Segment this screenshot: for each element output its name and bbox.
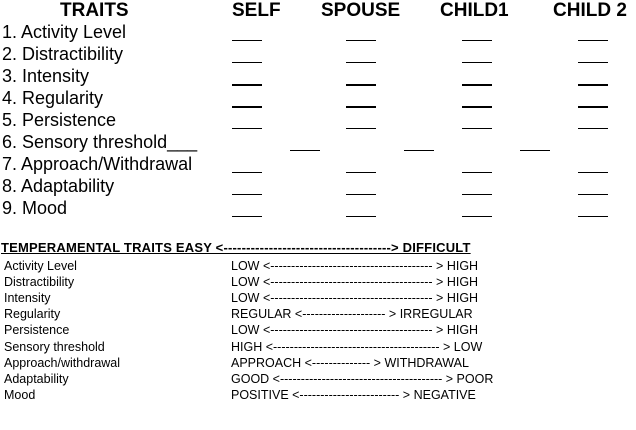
- rating-blank-line: [578, 40, 608, 41]
- rating-blank-line: [346, 62, 376, 63]
- trait-sensory-threshold: 6. Sensory threshold___: [2, 132, 198, 152]
- rating-blank-line: [462, 216, 492, 217]
- rating-blank-line: [578, 128, 608, 129]
- temperament-range: HIGH <---------------------------------------- > LOW: [231, 340, 483, 354]
- temperament-name: Adaptability: [4, 372, 69, 386]
- temperament-name: Distractibility: [4, 275, 75, 289]
- rating-blank-line: [290, 150, 320, 151]
- rating-blank-line: [232, 40, 262, 41]
- temperament-range: APPROACH <-------------- > WITHDRAWAL: [231, 356, 469, 370]
- header-traits: TRAITS: [60, 0, 129, 21]
- trait-approach-withdrawal: 7. Approach/Withdrawal: [2, 154, 193, 174]
- temperament-range: POSITIVE <------------------------ > NEGATIVE: [231, 388, 476, 402]
- temperament-range: REGULAR <-------------------- > IRREGULAR: [231, 307, 473, 321]
- header-self: SELF: [232, 0, 281, 21]
- rating-blank-line: [578, 106, 608, 108]
- temperament-range: LOW <--------------------------------------- > HIGH: [231, 275, 479, 289]
- temperament-name: Persistence: [4, 323, 70, 337]
- rating-blank-line: [232, 172, 262, 173]
- rating-blank-line: [232, 84, 262, 86]
- rating-blank-line: [578, 62, 608, 63]
- rating-blank-line: [232, 216, 262, 217]
- temperament-name: Approach/withdrawal: [4, 356, 121, 370]
- rating-blank-line: [462, 172, 492, 173]
- header-spouse: SPOUSE: [321, 0, 401, 21]
- rating-blank-line: [346, 106, 376, 108]
- rating-blank-line: [232, 128, 262, 129]
- rating-blank-line: [462, 40, 492, 41]
- trait-activity-level: 1. Activity Level: [2, 22, 127, 42]
- temperament-name: Mood: [4, 388, 36, 402]
- trait-regularity: 4. Regularity: [2, 88, 104, 108]
- temperament-range: GOOD <--------------------------------------- > POOR: [231, 372, 494, 386]
- rating-blank-line: [346, 128, 376, 129]
- temperament-header: TEMPERAMENTAL TRAITS EASY <-------------------------------------> DIFFICULT: [1, 240, 471, 255]
- rating-blank-line: [462, 84, 492, 86]
- temperament-range: LOW <--------------------------------------- > HIGH: [231, 259, 479, 273]
- temperament-name: Activity Level: [4, 259, 77, 273]
- rating-blank-line: [232, 194, 262, 195]
- rating-blank-line: [346, 172, 376, 173]
- rating-blank-line: [462, 106, 492, 108]
- trait-mood: 9. Mood: [2, 198, 68, 218]
- rating-blank-line: [346, 84, 376, 86]
- rating-blank-line: [578, 216, 608, 217]
- rating-blank-line: [404, 150, 434, 151]
- rating-blank-line: [346, 40, 376, 41]
- trait-persistence: 5. Persistence: [2, 110, 117, 130]
- trait-adaptability: 8. Adaptability: [2, 176, 115, 196]
- rating-blank-line: [232, 62, 262, 63]
- header-child2: CHILD 2: [553, 0, 627, 21]
- trait-distractibility: 2. Distractibility: [2, 44, 124, 64]
- rating-blank-line: [346, 194, 376, 195]
- rating-blank-line: [346, 216, 376, 217]
- rating-blank-line: [462, 194, 492, 195]
- temperament-range: LOW <--------------------------------------- > HIGH: [231, 291, 479, 305]
- rating-blank-line: [578, 172, 608, 173]
- trait-intensity: 3. Intensity: [2, 66, 90, 86]
- header-child1: CHILD1: [440, 0, 509, 21]
- rating-blank-line: [232, 106, 262, 108]
- rating-blank-line: [578, 84, 608, 86]
- temperament-name: Sensory threshold: [4, 340, 105, 354]
- rating-blank-line: [578, 194, 608, 195]
- rating-blank-line: [520, 150, 550, 151]
- temperament-name: Intensity: [4, 291, 51, 305]
- rating-blank-line: [462, 128, 492, 129]
- rating-blank-line: [462, 62, 492, 63]
- temperament-name: Regularity: [4, 307, 61, 321]
- temperament-range: LOW <--------------------------------------- > HIGH: [231, 323, 479, 337]
